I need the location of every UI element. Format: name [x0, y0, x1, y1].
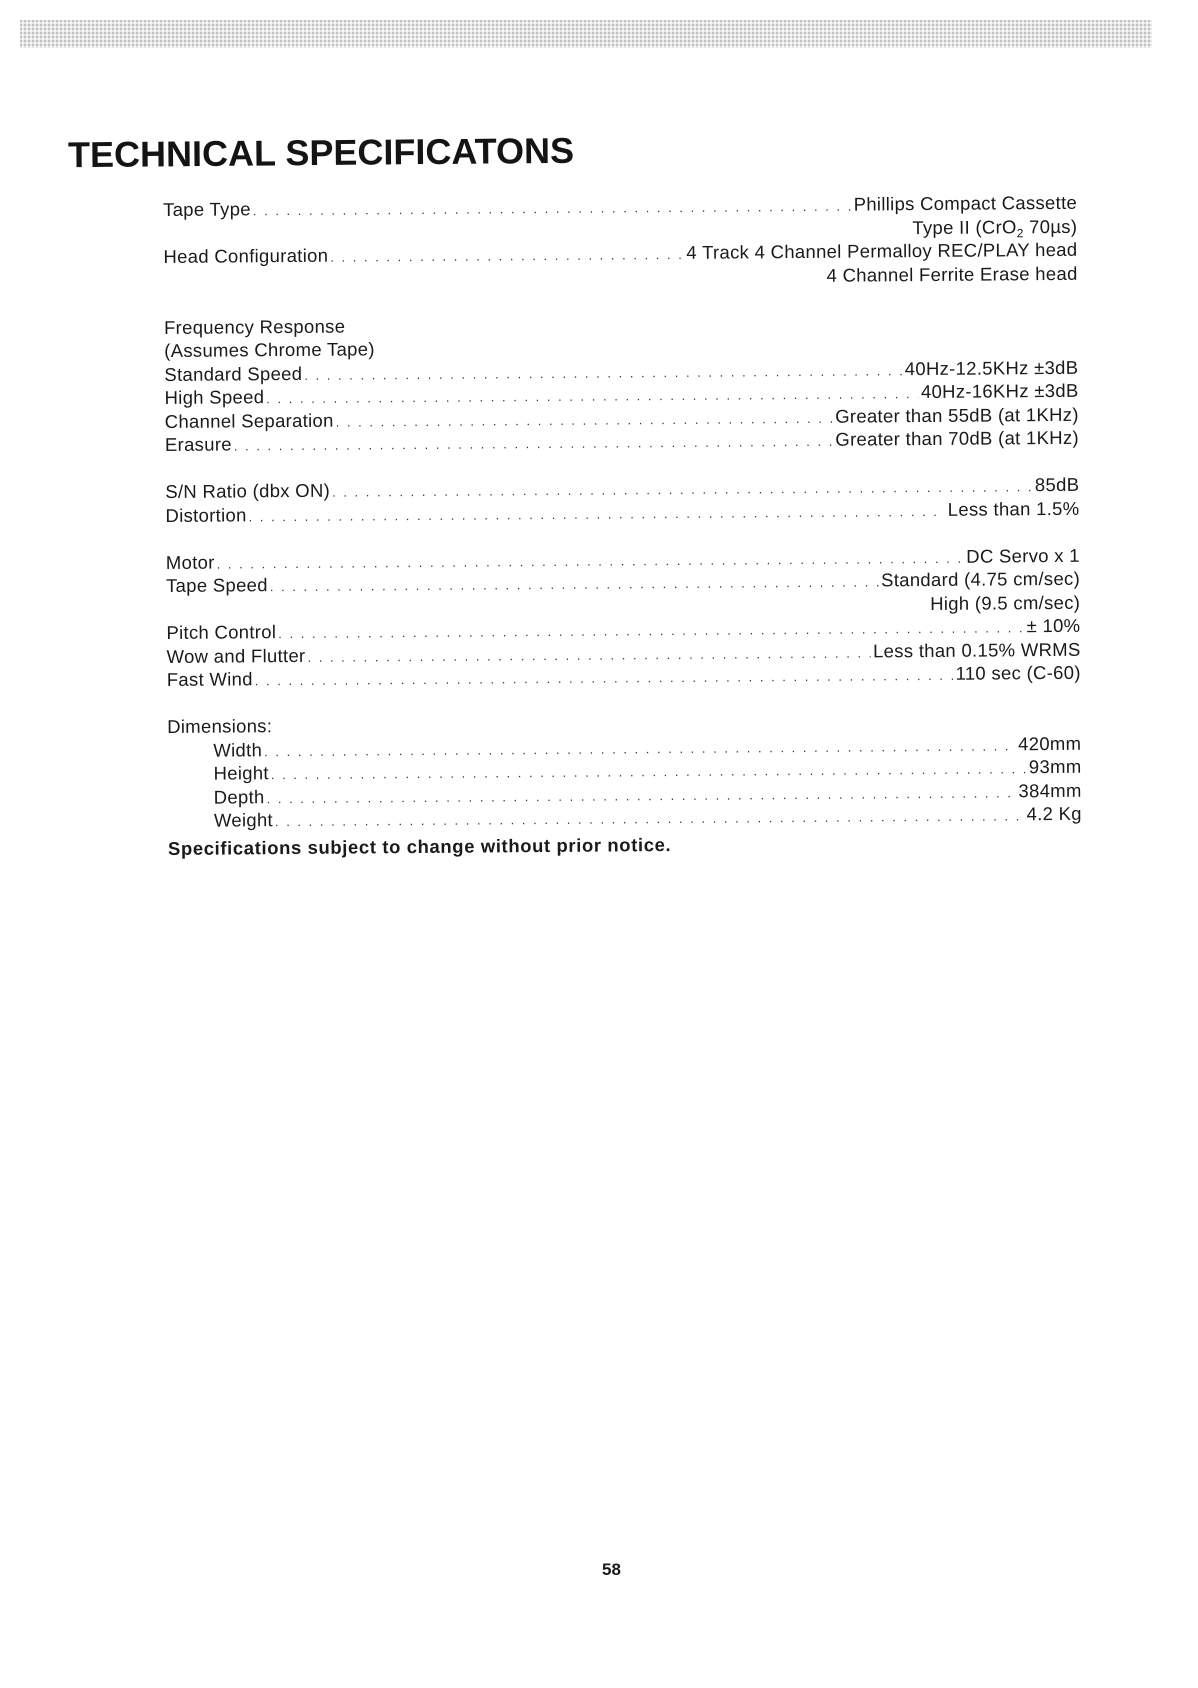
- page-number: 58: [602, 1560, 621, 1579]
- spec-label: Channel Separation: [164, 409, 334, 432]
- scanned-header-texture: [20, 20, 1152, 48]
- spec-label: Tape Type: [163, 198, 251, 220]
- spec-value: Greater than 55dB (at 1KHz): [835, 403, 1079, 427]
- spec-label: Wow and Flutter: [166, 644, 306, 667]
- spec-label: Motor: [165, 551, 215, 573]
- spec-value: Less than 0.15% WRMS: [872, 638, 1081, 661]
- spec-value: Less than 1.5%: [947, 497, 1080, 520]
- spec-label: High Speed: [164, 386, 265, 408]
- spec-label: S/N Ratio (dbx ON): [165, 479, 331, 502]
- spec-value-continuation: Type II (CrO$_2$ 70µs): [912, 215, 1078, 240]
- spec-value: Greater than 70dB (at 1KHz): [835, 426, 1079, 450]
- dot-leader: [253, 195, 852, 223]
- spec-label: Depth: [213, 785, 265, 808]
- spec-label: Dimensions:: [167, 715, 273, 737]
- spec-label: Width: [213, 738, 263, 761]
- spec-value: ± 10%: [1026, 614, 1081, 637]
- spec-label: Distortion: [165, 503, 247, 526]
- dot-leader: [275, 804, 1025, 833]
- spec-value-continuation: 4 Channel Ferrite Erase head: [826, 262, 1078, 286]
- spec-value: 93mm: [1028, 755, 1082, 778]
- spec-value: 110 sec (C-60): [955, 661, 1081, 684]
- spec-label: Pitch Control: [166, 621, 277, 643]
- spec-value: 384mm: [1018, 779, 1082, 801]
- spec-label: Frequency Response: [163, 315, 346, 338]
- spec-value: Phillips Compact Cassette: [853, 191, 1078, 215]
- dot-leader: [330, 243, 684, 269]
- spec-label: Head Configuration: [163, 244, 329, 267]
- spec-value: Standard (4.75 cm/sec): [881, 567, 1081, 591]
- spec-label: Weight: [213, 809, 274, 831]
- spec-value: 420mm: [1018, 732, 1082, 754]
- spec-note: (Assumes Chrome Tape): [164, 338, 375, 361]
- spec-label: Fast Wind: [166, 668, 253, 690]
- spec-value: 85dB: [1034, 473, 1080, 496]
- dot-leader: [270, 570, 880, 598]
- spec-label: Standard Speed: [164, 362, 303, 385]
- spec-value: DC Servo x 1: [966, 544, 1080, 567]
- page-title: TECHNICAL SPECIFICATONS: [67, 129, 575, 176]
- spec-value: 4.2 Kg: [1026, 802, 1082, 825]
- spec-value: 40Hz-16KHz ±3dB: [920, 379, 1079, 403]
- spec-value: 40Hz-12.5KHz ±3dB: [904, 356, 1079, 379]
- spec-value-continuation: High (9.5 cm/sec): [930, 591, 1081, 614]
- spec-value: 4 Track 4 Channel Permalloy REC/PLAY head: [686, 238, 1078, 263]
- spec-label: Height: [213, 762, 269, 784]
- change-notice: Specifications subject to change without prior notice.: [167, 834, 672, 859]
- spec-label: Erasure: [164, 433, 232, 455]
- specifications-list: [163, 191, 1082, 833]
- spec-label: Tape Speed: [165, 574, 268, 596]
- dot-leader: [234, 430, 834, 458]
